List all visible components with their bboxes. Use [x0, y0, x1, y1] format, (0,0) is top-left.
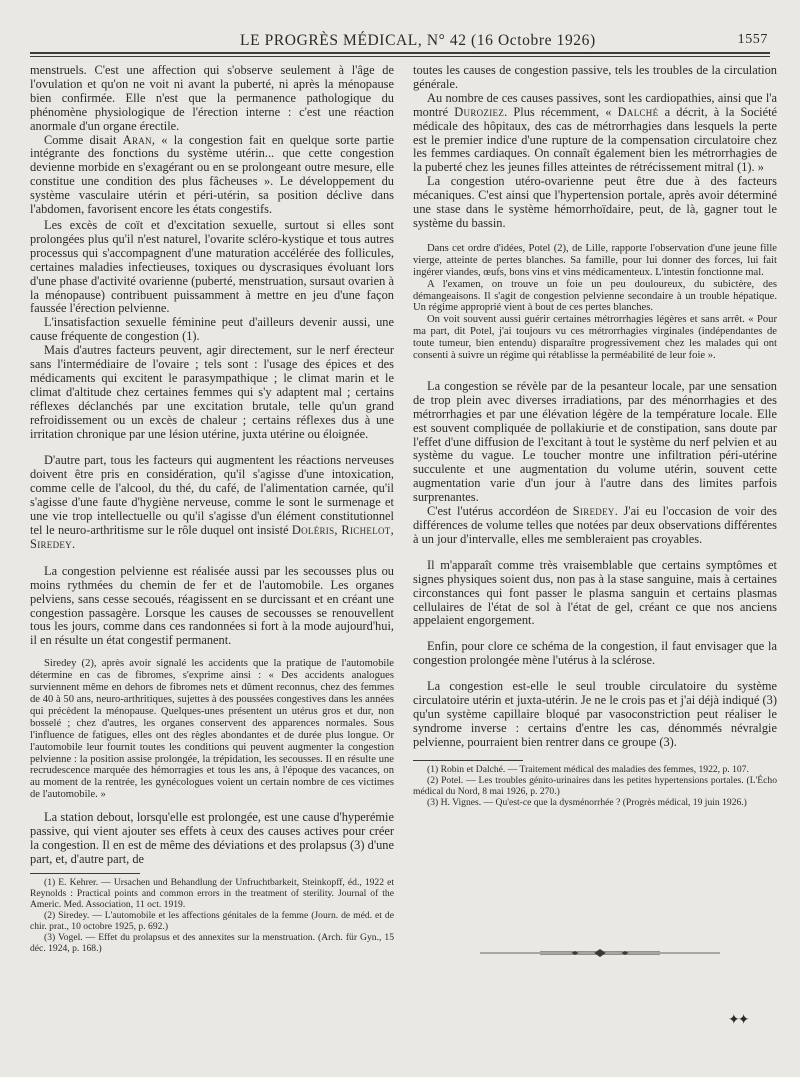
case-report: On voit souvent aussi guérir certaines métrorrhagies légères et sans arrêt. « Pour ma part, dit Potel, j'ai toujours vu ces métrorrhagies virginales (indépendantes de toute tumeur, bien entendu) disparaître progressivement chez les malades qui ont consenti à suivre un régime qui rétablisse la perméabilité de leur foie ».: [413, 314, 777, 362]
author-name: Duroziez: [454, 104, 505, 119]
header-rule: [30, 52, 770, 54]
paragraph: Mais d'autres facteurs peuvent, agir directement, sur le nerf érecteur sans l'intermédiaire de l'ovaire ; tels sont : l'usage des épices et des médicaments qui excitent le parasympathique ; le climat marin et le climat d'altitude chez certaines femmes qui s'y adaptent mal ; certains réflexes déclanchés par une excitation brutale, telle qu'un grand refroidissement ou un excès de chaleur ; certains réflexes dus à une irritation chronique par une lésion utérine, juxta utérine ou éloignée.: [30, 343, 394, 441]
paragraph: La congestion est-elle le seul trouble circulatoire du système circulatoire utérin et juxta-utérin. Je ne le crois pas et j'ai déjà indiqué (3) qu'un système capillaire bloqué par vasoconstriction peut réaliser le syndrome inverse : certains d'entre les cas, dénommés névralgie pelvienne, pourraient bien rentrer dans ce groupe (3).: [413, 679, 777, 749]
author-name: Dalché: [617, 104, 659, 119]
paragraph: Les excès de coït et d'excitation sexuelle, surtout si elles sont prolongées plus qu'il n'est naturel, l'ovarite scléro-kystique et tous autres processus qui s'accompagnent d'une maturation accélérée des follicules, certaines maladies infectieuses, toxiques ou dyscrasiques évoluant lors d'une phase d'activité ovarienne (puberté, menstruation, sursaut ovarien à la ménopause) contribuent puissamment à mettre en jeu d'une façon faussée l'érection pelvienne.: [30, 217, 394, 316]
paragraph: Au nombre de ces causes passives, sont les cardiopathies, ainsi que l'a montré Duroziez. Plus récemment, « Dalché a décrit, à la Société médicale des hôpitaux, des cas de métrorrhagies dans lesquels la perte est le premier indice d'une rupture de la compensation circulatoire chez les femmes cardiaques. On connaît également bien les métrorrhagies de la puberté chez les jeunes filles atteintes de rétrécissement mitral (1). »: [413, 90, 778, 175]
paragraph: Enfin, pour clore ce schéma de la congestion, il faut envisager que la congestion prolongée mène l'utérus à la sclérose.: [413, 639, 777, 668]
footnotes-right: [413, 760, 777, 808]
journal-title: LE PROGRÈS MÉDICAL, N° 42 (16 Octobre 1926): [240, 32, 596, 49]
footnote: (2) Siredey. — L'automobile et les affections génitales de la femme (Journ. de méd. et de chir. prat., 10 octobre 1925, p. 692.): [30, 910, 394, 933]
footnote: (1) Robin et Dalché. — Traitement médical des maladies des femmes, 1922, p. 107.: [427, 763, 749, 775]
header-rule-thin: [30, 56, 770, 57]
end-ornament: ✦✦: [728, 1013, 748, 1028]
footnote-rule: [30, 873, 140, 874]
footnote: (2) Potel. — Les troubles génito-urinaires dans les petites hypertensions portales. (L'Écho médical du Nord, 8 mai 1926, p. 270.): [413, 774, 777, 797]
page-number: 1557: [737, 32, 768, 47]
quotation: Siredey (2), après avoir signalé les accidents que la pratique de l'automobile détermine en cas de fibromes, s'exprime ainsi : « Des accidents analogues surviennent même en dehors de fibromes nets et dûment reconnus, chez des femmes de 40 à 50 ans, neuro-arthritiques, sujettes à des poussées congestives dans les années qui précèdent la ménopause. Quelques-unes présentent un utérus gros et dur, non bosselé ; chez d'autres, les organes conservent des apparences normales. Sous l'influence de fatigues, elles ont des règles abondantes et de durée plus longue. Or l'automobile leur fournit toutes les conditions qui peuvent augmenter la congestion pelvienne : la position assise prolongée, la trépidation, les secousses. Il en résulte une recrudescence marquée des hémorragies et tous les ans, à l'époque des vacances, on au moment de la rentrée, les gynécologues voient un certain nombre de ces victimes de l'automobile. »: [30, 658, 394, 801]
case-report: A l'examen, on trouve un foie un peu douloureux, du subictère, des démangeaisons. Il s'agit de congestion pelvienne secondaire à un trouble hépatique. Un régime approprié vient à bout de ces pertes blanches.: [413, 278, 777, 314]
paragraph: menstruels. C'est une affection qui s'observe seulement à l'âge de l'ovulation et qu'on ne voit ni avant la puberté, ni après la ménopause bien confirmée. Elle n'est que la permanence pathologique du phénomène physiologique de l'érection interne : c'est une réaction anormale d'un organe érectile.: [30, 63, 394, 133]
paragraph: C'est l'utérus accordéon de Siredey. J'ai eu l'occasion de voir des différences de volume telles que notées par deux observations différentes à un jour d'intervalle, elles me sembleraient pas croyables.: [413, 504, 777, 546]
running-header: [30, 30, 770, 52]
paragraph: La congestion utéro-ovarienne peut être due à des facteurs mécaniques. C'est ainsi que l'hypertension portale, après avoir déterminé une stase dans le système hémorrhoïdaire, peut, de là, gagner tout le système du bassin.: [413, 174, 777, 230]
left-column: [30, 64, 394, 954]
paragraph: toutes les causes de congestion passive, tels les troubles de la circulation générale.: [413, 63, 777, 91]
footnote: (3) H. Vignes. — Qu'est-ce que la dysménorrhée ? (Progrès médical, 19 juin 1926.): [427, 796, 747, 808]
author-name: Siredey: [572, 504, 615, 519]
author-name: Aran: [122, 132, 152, 147]
right-column: [413, 64, 777, 808]
paragraph: Comme disait Aran, « la congestion fait en quelque sorte partie intégrante des fonctions du système utérin... que cette congestion devienne morbide en s'exagérant ou en se prolongeant outre mesure, elle constitue une condition des plus fâcheuses ». Le développement du système vasculaire utérin et péri-utérin, sa position déclive dans l'abdomen, favorisent encore les états congestifs.: [30, 132, 394, 217]
paragraph: L'insatisfaction sexuelle féminine peut d'ailleurs devenir aussi, une cause fréquente de congestion (1).: [30, 315, 394, 344]
paragraph: Il m'apparaît comme très vraisemblable que certains symptômes et signes physiques soient dus, non pas à la stase sanguine, mais à certaines circonstances qui font passer le plasma sanguin et certains plasmas cellulaires de l'état de sol à l'état de gel, créant ce que nos anciens appelaient engorgement.: [413, 557, 777, 628]
author-names: Doléris, Richelot, Siredey: [30, 523, 394, 551]
footnote: (1) E. Kehrer. — Ursachen und Behandlung der Unfruchtbarkeit, Steinkopff, éd., 1922 et Reynolds : Practical points and common errors in the treatment of sterility. Journal of the Americ. Med. Association, 11 oct. 1919.: [30, 876, 394, 910]
paragraph: La congestion se révèle par de la pesanteur locale, par une sensation de trop plein avec diverses irradiations, par des ménorrhagies et des métrorrhagies et par une élévation légère de la température locale. Elle est souvent compliquée de pollakiurie et de constipation, sans doute par l'effet d'une diffusion de l'excitant à tout le système du nerf pelvien et au système du vague. Le toucher montre une infiltration péri-utérine succulente et une augmentation du volume utérin, souvent cette augmentation varie d'un jour à l'autre dans des limites parfois surprenantes.: [413, 378, 777, 505]
paragraph: La congestion pelvienne est réalisée aussi par les secousses plus ou moins rythmées du chemin de fer et de l'automobile. Les organes pelviens, sans cesse secoués, réagissent en se durcissant et en créant une congestion passagère. Lorsque les causes de secousses se renouvellent tous les jours, comme dans ces randonnées si fort à la mode aujourd'hui, il en résulte un état congestif permanent.: [30, 563, 394, 648]
footnotes-left: [30, 873, 394, 955]
paragraph: La station debout, lorsqu'elle est prolongée, est une cause d'hyperémie passive, qui vient ajouter ses effets à ceux des causes actives pour créer la congestion. Il en est de même des déviations et des prolapsus (3) d'une part, et, d'autre part, de: [30, 810, 394, 866]
footnote: (3) Vogel. — Effet du prolapsus et des annexites sur la menstruation. (Arch. für Gyn., 15 déc. 1924, p. 168.): [30, 932, 394, 955]
divider-ornament: [480, 948, 720, 958]
footnote-rule: [413, 760, 523, 761]
paragraph: D'autre part, tous les facteurs qui augmentent les réactions nerveuses doivent être pris en considération, qu'il s'agisse d'une intoxication, comme celle de l'alcool, du thé, du café, de l'alimentation carnée, qu'il s'agisse d'une faute d'hygiène nerveuse, comme le sont le surmenage et une vie trop intellectuelle ou qu'il s'agisse d'un élément constitutionnel tel le neuro-arthritisme sur le rôle duquel ont insisté Doléris, Richelot, Siredey.: [30, 453, 394, 551]
case-report: Dans cet ordre d'idées, Potel (2), de Lille, rapporte l'observation d'une jeune fille vierge, atteinte de pertes blanches. Sa famille, pour lui donner des forces, lui fait ingérer viandes, œufs, bons vins et vins médicamenteux. L'intestin fonctionne mal.: [413, 242, 777, 278]
